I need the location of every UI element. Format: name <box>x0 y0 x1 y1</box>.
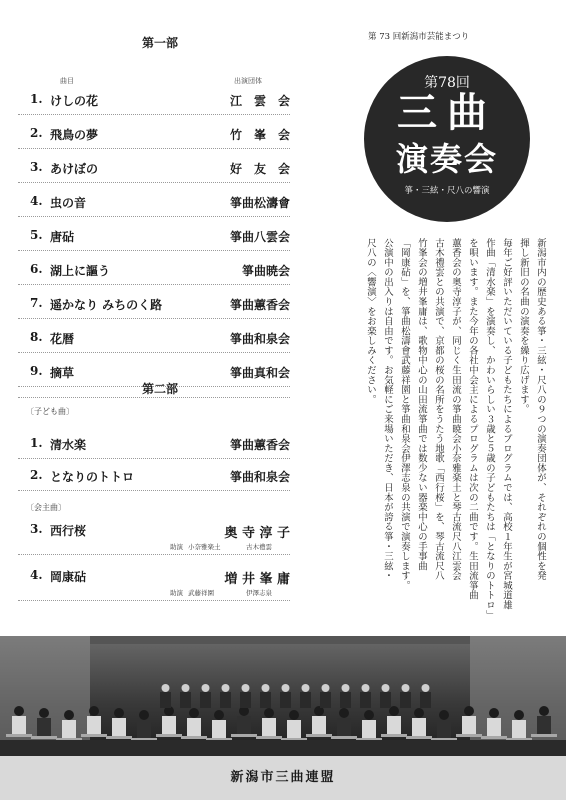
program-row <box>30 194 290 216</box>
performer-head <box>414 708 424 718</box>
program-row <box>30 468 290 490</box>
back-row-head <box>182 684 190 692</box>
back-row-head <box>302 684 310 692</box>
back-row-head <box>402 684 410 692</box>
performer-head <box>339 708 349 718</box>
program-title: あけぼの <box>50 162 99 176</box>
program-title: 西行桜 <box>50 524 87 538</box>
performer-head <box>464 706 474 716</box>
program-title: 摘草 <box>50 366 75 380</box>
koto-instrument <box>481 736 507 739</box>
performer-head <box>264 708 274 718</box>
program-row <box>30 92 290 114</box>
description-line: 作曲「清水楽」を演奏し、かわいらしい３歳と５歳の子どもたちは「となりのトトロ」 <box>484 238 495 620</box>
koto-instrument <box>531 734 557 737</box>
description-line: 古木禮雲との共演で、京都の桜の名所をうたう地歌「西行桜」を、琴古流尺八 <box>433 238 444 581</box>
performer-head <box>139 710 149 720</box>
program-row <box>30 126 290 148</box>
program-number: 1. <box>30 92 43 106</box>
back-row-head <box>242 684 250 692</box>
assist-performer-1: 小奈雅楽土 <box>188 543 221 551</box>
program-row <box>30 436 290 458</box>
program-row <box>30 228 290 250</box>
program-title: けしの花 <box>50 94 99 108</box>
program-number: 8. <box>30 330 43 344</box>
row-divider <box>18 458 290 459</box>
koto-instrument <box>256 736 282 739</box>
program-number: 7. <box>30 296 43 310</box>
description-line: 揮し新旧の名曲の演奏を繰り広げます。 <box>518 238 529 415</box>
performer-figure <box>137 720 151 740</box>
header-group: 出演団体 <box>234 77 262 85</box>
performer-figure <box>237 716 251 736</box>
performer-figure <box>62 720 76 740</box>
footer-organizer: 新潟市三曲連盟 <box>0 756 566 800</box>
performer-head <box>364 710 374 720</box>
part2-divider <box>18 397 290 398</box>
row-divider <box>18 250 290 251</box>
event-title-line2: 演奏会 <box>395 140 498 178</box>
program-title: 虫の音 <box>50 196 87 210</box>
performer-figure <box>187 718 201 738</box>
performer-figure <box>437 720 451 740</box>
description-line: 公演中の出入りは自由です。お気軽にご来場いただき、日本が誇る箏・三絃・ <box>382 238 393 581</box>
performer-figure <box>412 718 426 738</box>
program-group: 箏曲真和会 <box>229 366 290 380</box>
koto-instrument <box>381 734 407 737</box>
koto-instrument <box>406 736 432 739</box>
back-row-figure <box>360 692 371 708</box>
performer-figure <box>487 718 501 738</box>
description-line: 「岡康砧」を、箏曲松濤會武藤祥園と箏曲和泉会伊澤志泉の共演で演奏します。 <box>399 238 410 591</box>
program-row <box>30 296 290 318</box>
performance-photo <box>0 636 566 756</box>
back-row-head <box>282 684 290 692</box>
back-row-figure <box>180 692 191 708</box>
program-group: 江 雲 会 <box>229 94 290 108</box>
performer-head <box>489 708 499 718</box>
program-title: 飛鳥の夢 <box>50 128 99 142</box>
performer-figure <box>362 720 376 740</box>
performer-figure <box>12 716 26 736</box>
program-number: 4. <box>30 568 43 582</box>
header-piece: 曲目 <box>60 77 74 85</box>
assist-performer-2: 伊澤志泉 <box>246 589 272 597</box>
assist-performer-1: 武藤祥園 <box>188 589 214 597</box>
assist-label: 助演 <box>170 589 183 597</box>
back-row-head <box>322 684 330 692</box>
description-line: 新潟市内の歴史ある箏・三絃・尺八の９つの演奏団体が、それぞれの個性を発 <box>535 238 546 581</box>
program-group: 箏曲松濤會 <box>229 196 290 210</box>
performer-figure <box>462 716 476 736</box>
main-label: 〔会主曲〕 <box>26 503 66 512</box>
performer-figure <box>262 718 276 738</box>
performer-head <box>439 710 449 720</box>
program-number: 5. <box>30 228 43 242</box>
row-divider <box>18 352 290 353</box>
program-title: 唐砧 <box>50 230 75 244</box>
program-number: 3. <box>30 522 43 536</box>
performer-figure <box>537 716 551 736</box>
assist-label: 助演 <box>170 543 183 551</box>
koto-instrument <box>156 734 182 737</box>
program-number: 2. <box>30 468 43 482</box>
performer-head <box>114 708 124 718</box>
back-row-head <box>262 684 270 692</box>
performer-figure <box>212 720 226 740</box>
performer-head <box>214 710 224 720</box>
assist-performer-2: 古木禮雲 <box>246 543 272 551</box>
performer-figure <box>287 720 301 740</box>
program-row <box>30 522 290 544</box>
part1-title: 第一部 <box>141 36 178 50</box>
program-group: 好 友 会 <box>229 162 290 176</box>
back-row-head <box>162 684 170 692</box>
row-divider <box>18 284 290 285</box>
back-row-figure <box>340 692 351 708</box>
back-row-figure <box>220 692 231 708</box>
back-row-figure <box>280 692 291 708</box>
back-row-head <box>222 684 230 692</box>
event-logo <box>364 56 530 222</box>
koto-instrument <box>231 734 257 737</box>
back-row-figure <box>160 692 171 708</box>
back-row-figure <box>320 692 331 708</box>
program-group: 箏曲蕙香会 <box>229 298 290 312</box>
program-number: 3. <box>30 160 43 174</box>
event-edition: 第78回 <box>424 75 470 91</box>
performer-figure <box>387 716 401 736</box>
back-row-figure <box>420 692 431 708</box>
program-row <box>30 568 290 590</box>
performer-head <box>189 708 199 718</box>
performer-figure <box>87 716 101 736</box>
row-divider <box>18 554 290 555</box>
program-group: 箏曲八雲会 <box>229 230 290 244</box>
program-title: となりのトトロ <box>50 470 135 484</box>
festival-subtitle: 第 73 回新潟市芸能まつり <box>368 32 470 42</box>
program-group: 箏曲和泉会 <box>229 470 290 484</box>
performer-head <box>514 710 524 720</box>
program-row <box>30 160 290 182</box>
row-divider <box>18 114 290 115</box>
program-title: 花暦 <box>50 332 75 346</box>
description-line: 毎年ご好評いただいている子どもたちによるプログラムでは、高校１年生が宮城道雄 <box>501 238 512 611</box>
row-divider <box>18 182 290 183</box>
back-row-figure <box>300 692 311 708</box>
kids-label: 〔子ども曲〕 <box>26 407 74 416</box>
program-title: 遥かなり みちのく路 <box>50 298 163 312</box>
program-group: 箏曲和泉会 <box>229 332 290 346</box>
program-title: 湖上に謳う <box>50 264 111 278</box>
row-divider <box>18 600 290 601</box>
performer-figure <box>312 716 326 736</box>
description-line: を唄います。また今年の各社中会主によるプログラムは次の二曲です。生田流箏曲 <box>467 238 478 601</box>
event-title-line1: 三曲 <box>397 89 497 136</box>
koto-instrument <box>456 734 482 737</box>
koto-instrument <box>6 734 32 737</box>
program-row <box>30 330 290 352</box>
program-row <box>30 262 290 284</box>
performer-figure <box>112 718 126 738</box>
koto-instrument <box>181 736 207 739</box>
back-row-head <box>342 684 350 692</box>
program-number: 1. <box>30 436 43 450</box>
description-line: 尺八の〈響演〉をお楽しみください。 <box>365 238 376 405</box>
program-number: 4. <box>30 194 43 208</box>
part2-title: 第二部 <box>141 382 178 396</box>
koto-instrument <box>106 736 132 739</box>
row-divider <box>18 490 290 491</box>
performer-head <box>14 706 24 716</box>
program-group: 箏曲暁会 <box>241 264 290 278</box>
koto-instrument <box>81 734 107 737</box>
koto-instrument <box>331 736 357 739</box>
back-row-head <box>382 684 390 692</box>
back-row-figure <box>200 692 211 708</box>
performer-head <box>39 708 49 718</box>
stage-illustration <box>0 636 566 756</box>
koto-instrument <box>306 734 332 737</box>
performer-figure <box>512 720 526 740</box>
back-row-head <box>422 684 430 692</box>
koto-instrument <box>31 736 57 739</box>
performer-head <box>89 706 99 716</box>
performer-head <box>289 710 299 720</box>
back-row-figure <box>240 692 251 708</box>
description-line: 竹峯会の増井峯庸は、歌物中心の山田流箏曲では数少ない器楽中心の手事曲 <box>416 238 427 571</box>
program-group: 竹 峯 会 <box>229 128 290 142</box>
program-title: 清水楽 <box>50 438 87 452</box>
back-row-head <box>202 684 210 692</box>
back-row-figure <box>380 692 391 708</box>
program-number: 6. <box>30 262 43 276</box>
event-tagline: 箏・三絃・尺八の響演 <box>404 186 490 196</box>
back-row-figure <box>400 692 411 708</box>
program-number: 2. <box>30 126 43 140</box>
back-row-figure <box>260 692 271 708</box>
program-performer: 奥 寺 淳 子 <box>224 526 290 541</box>
performer-figure <box>337 718 351 738</box>
performer-head <box>539 706 549 716</box>
performer-figure <box>37 718 51 738</box>
performer-head <box>64 710 74 720</box>
back-row-head <box>362 684 370 692</box>
description-line: 蕙香会の奥寺淳子が、同じく生田流の箏曲暁会小奈雅楽土と琴古流尺八江雲会 <box>450 238 461 581</box>
program-title: 岡康砧 <box>50 570 87 584</box>
program-number: 9. <box>30 364 43 378</box>
row-divider <box>18 318 290 319</box>
program-group: 箏曲蕙香会 <box>229 438 290 452</box>
row-divider <box>18 148 290 149</box>
performer-figure <box>162 716 176 736</box>
row-divider <box>18 216 290 217</box>
program-performer: 増 井 峯 庸 <box>224 572 290 587</box>
